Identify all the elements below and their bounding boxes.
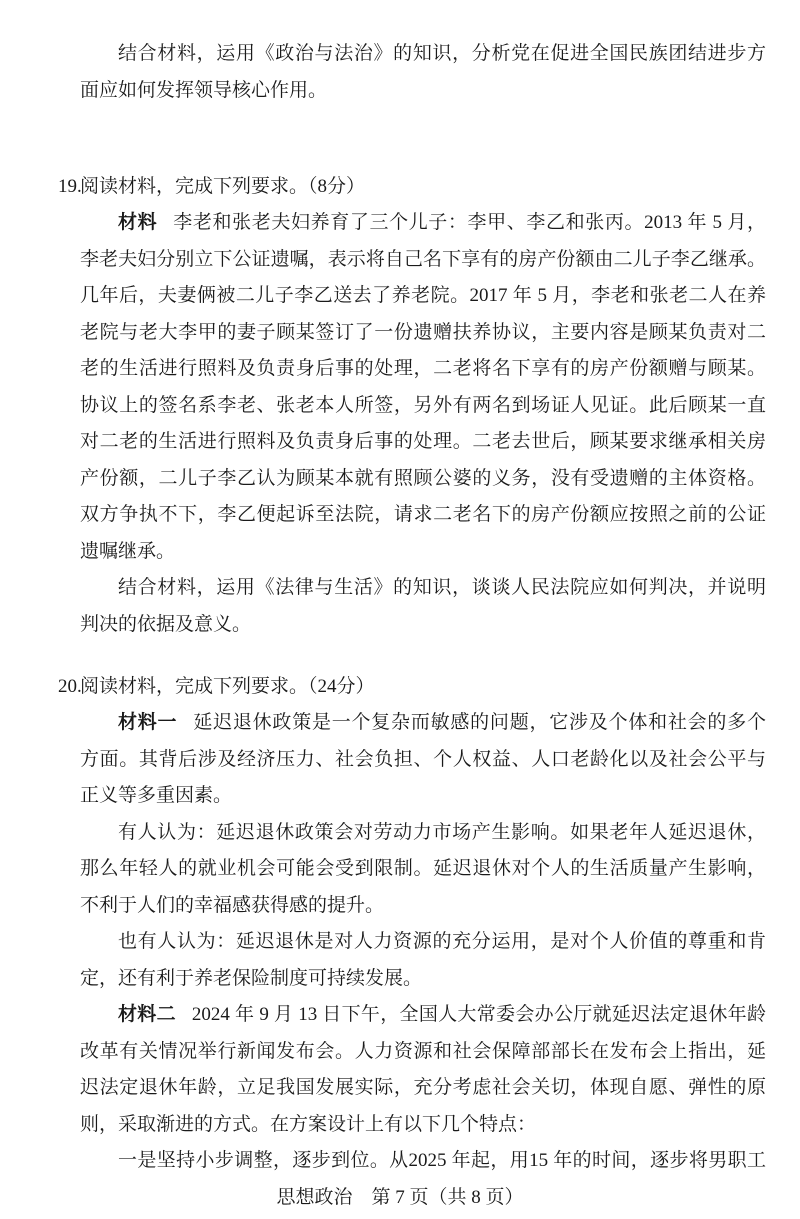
view-line: 那么年轻人的就业机会可能会受到限制。延迟退休对个人的生活质量产生影响， <box>80 858 766 879</box>
material-line: 双方争执不下，李乙便起诉至法院，请求二老名下的房产份额应按照之前的公证 <box>80 504 766 525</box>
view-line: 也有人认为：延迟退休是对人力资源的充分运用，是对个人价值的尊重和肯 <box>118 931 766 952</box>
material-line: 李老夫妇分别立下公证遗嘱，表示将自己名下享有的房产份额由二儿子李乙继承。 <box>80 248 766 270</box>
question-19 <box>58 169 766 644</box>
material-label: 材料二 <box>118 1004 176 1025</box>
intro-line: 面应如何发挥领导核心作用。 <box>80 79 328 101</box>
material-line: 老的生活进行照料及负责身后事的处理，二老将名下享有的房产份额赠与顾某。 <box>80 358 766 379</box>
task-line: 判决的依据及意义。 <box>80 613 252 635</box>
question-number: 19. <box>58 175 82 197</box>
material-line: 方面。其背后涉及经济压力、社会负担、个人权益、人口老龄化以及社会公平与 <box>80 748 766 770</box>
page-footer <box>0 1180 800 1217</box>
material-label: 材料一 <box>118 712 178 733</box>
intro-line: 结合材料，运用《政治与法治》的知识，分析党在促进全国民族团结进步方 <box>118 43 766 64</box>
question-number: 20. <box>58 675 82 697</box>
material-text: 2024 年 9 月 13 日下午，全国人大常委会办公厅就延迟法定退休年龄 <box>191 1004 766 1025</box>
task-line: 结合材料，运用《法律与生活》的知识，谈谈人民法院应如何判决，并说明 <box>118 577 766 598</box>
material-line: 产份额，二儿子李乙认为顾某本就有照顾公婆的义务，没有受遗赠的主体资格。 <box>80 467 766 489</box>
question-20 <box>58 669 766 1180</box>
question-prompt: 阅读材料，完成下列要求。（8分） <box>80 175 366 197</box>
material-line <box>80 705 766 742</box>
material-line <box>80 997 766 1034</box>
material-line: 正义等多重因素。 <box>80 785 233 806</box>
view-line: 不利于人们的幸福感获得感的提升。 <box>80 894 385 916</box>
footer-subject: 思想政治 <box>276 1186 353 1208</box>
point-line: 一是坚持小步调整，逐步到位。从2025 年起，用15 年的时间，逐步将男职工 <box>118 1150 766 1171</box>
material-line: 则，采取渐进的方式。在方案设计上有以下几个特点： <box>80 1113 537 1135</box>
material-line: 遗嘱继承。 <box>80 540 176 562</box>
material-line: 协议上的签名系李老、张老本人所签，另外有两名到场证人见证。此后顾某一直 <box>80 394 766 416</box>
material-line: 老院与老大李甲的妻子顾某签订了一份遗赠扶养协议，主要内容是顾某负责对二 <box>80 321 766 343</box>
material-line: 改革有关情况举行新闻发布会。人力资源和社会保障部部长在发布会上指出，延 <box>80 1040 766 1062</box>
material-text: 延迟退休政策是一个复杂而敏感的问题，它涉及个体和社会的多个 <box>193 712 766 733</box>
material-line <box>80 205 766 242</box>
exam-page <box>58 36 766 1216</box>
material-line: 几年后，夫妻俩被二儿子李乙送去了养老院。2017 年 5 月，李老和张老二人在养 <box>80 285 766 306</box>
view-line: 有人认为：延迟退休政策会对劳动力市场产生影响。如果老年人延迟退休， <box>118 821 766 843</box>
question-prompt: 阅读材料，完成下列要求。（24分） <box>80 675 375 697</box>
material-line: 迟法定退休年龄，立足我国发展实际，充分考虑社会关切，体现自愿、弹性的原 <box>80 1077 766 1098</box>
material-label: 材料 <box>118 212 158 233</box>
footer-page-number: 第 7 页（共 8 页） <box>371 1186 524 1208</box>
material-text: 李老和张老夫妇养育了三个儿子：李甲、李乙和张丙。2013 年 5 月， <box>173 212 766 233</box>
view-line: 定，还有利于养老保险制度可持续发展。 <box>80 967 423 989</box>
material-line: 对二老的生活进行照料及负责身后事的处理。二老去世后，顾某要求继承相关房 <box>80 431 766 452</box>
